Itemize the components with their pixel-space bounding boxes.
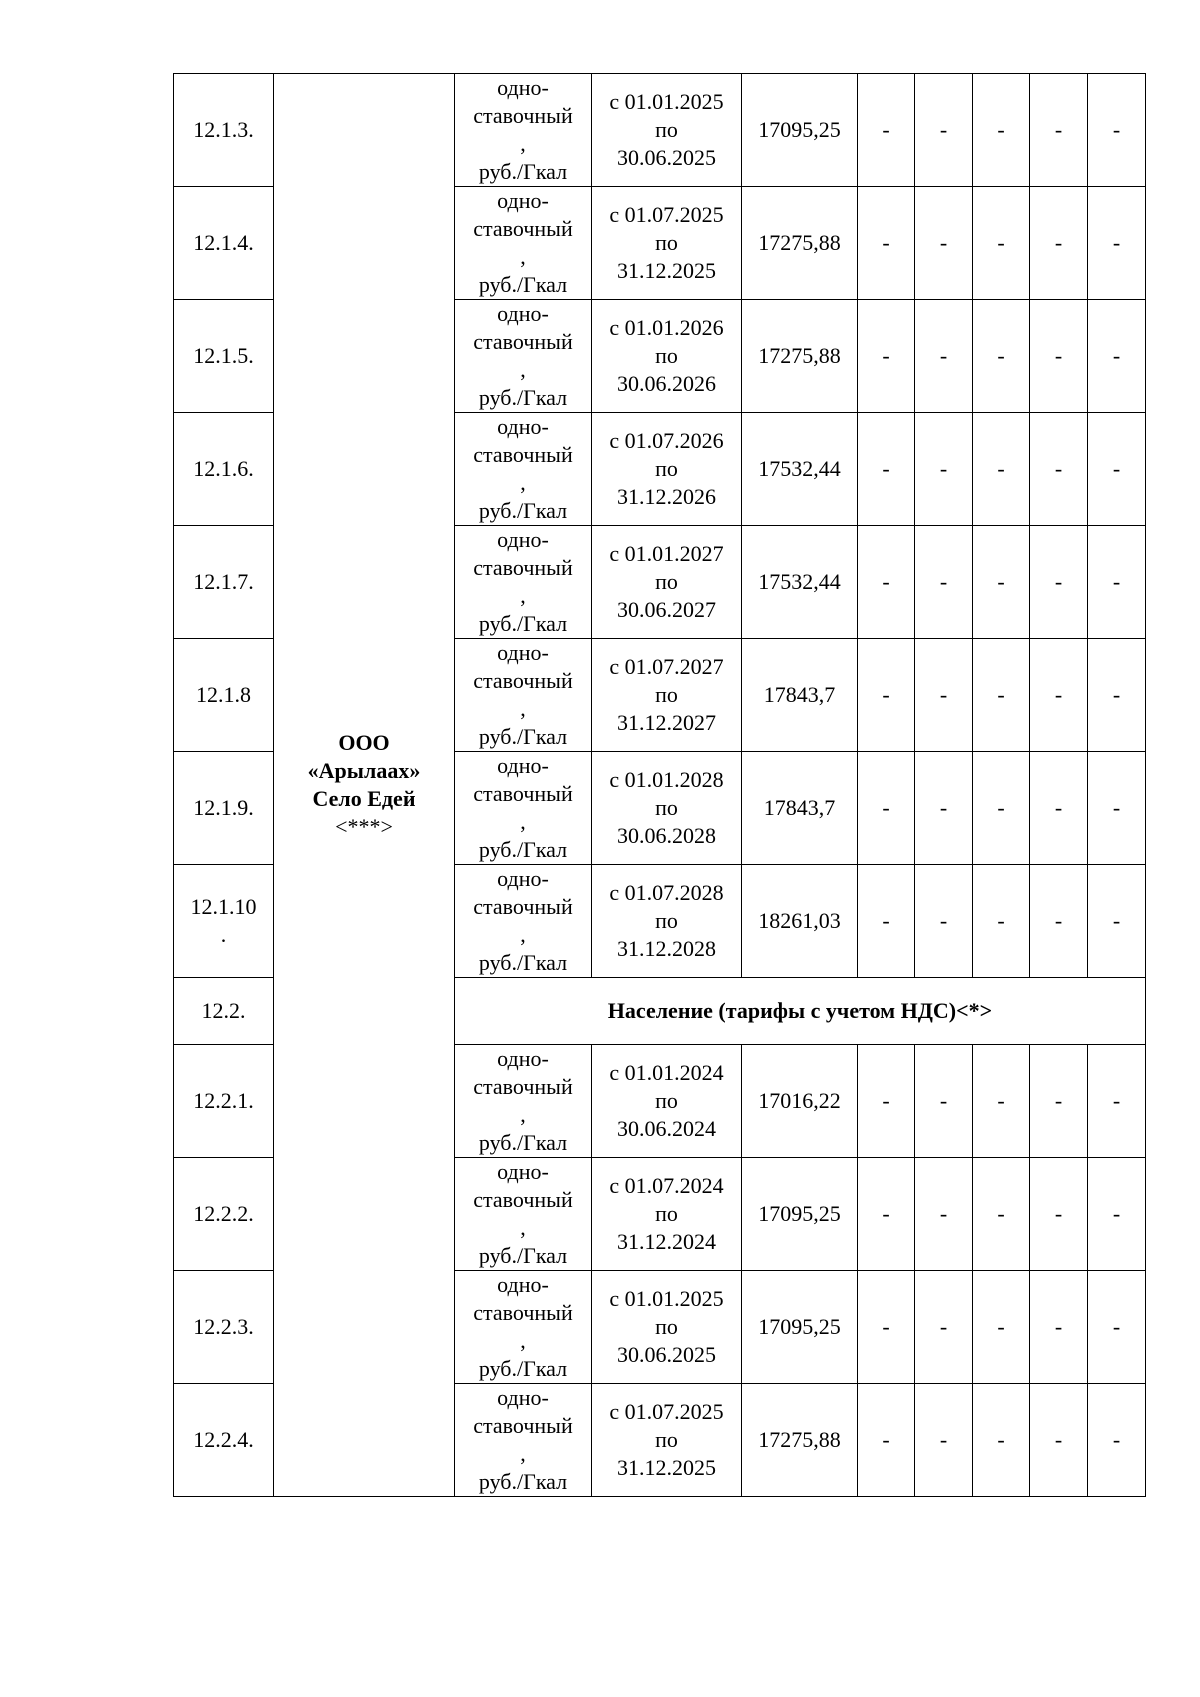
- period-to: 30.06.2028: [617, 823, 716, 848]
- row-number: 12.1.6.: [174, 413, 274, 526]
- row-number: 12.2.3.: [174, 1271, 274, 1384]
- period-by: по: [655, 569, 678, 594]
- empty-cell-4: -: [1030, 1384, 1088, 1497]
- tariff-type-line3: ,: [520, 809, 526, 834]
- period-by: по: [655, 795, 678, 820]
- empty-cell-5: -: [1088, 752, 1146, 865]
- empty-cell-1: -: [858, 300, 915, 413]
- period-by: по: [655, 908, 678, 933]
- tariff-type-cell: [455, 413, 592, 526]
- empty-cell-4: -: [1030, 526, 1088, 639]
- period-to: 30.06.2024: [617, 1116, 716, 1141]
- tariff-value: 17843,7: [742, 752, 858, 865]
- organization-cell: [274, 74, 455, 1497]
- tariff-type-line1: одно-: [497, 1272, 549, 1297]
- period-cell: [592, 639, 742, 752]
- empty-cell-5: -: [1088, 1384, 1146, 1497]
- tariff-type-line1: одно-: [497, 414, 549, 439]
- period-from: с 01.01.2024: [609, 1060, 724, 1085]
- tariff-type-line2: ставочный: [473, 555, 573, 580]
- empty-cell-1: -: [858, 1384, 915, 1497]
- empty-cell-3: -: [973, 1158, 1030, 1271]
- tariff-type-line4: руб./Гкал: [478, 1130, 568, 1155]
- tariff-type-line1: одно-: [497, 301, 549, 326]
- empty-cell-3: -: [973, 413, 1030, 526]
- empty-cell-2: -: [915, 1158, 973, 1271]
- period-by: по: [655, 1201, 678, 1226]
- tariff-type-line4: руб./Гкал: [478, 724, 568, 749]
- tariff-type-line3: ,: [520, 1441, 526, 1466]
- empty-cell-1: -: [858, 74, 915, 187]
- period-to: 30.06.2025: [617, 1342, 716, 1367]
- empty-cell-5: -: [1088, 1045, 1146, 1158]
- empty-cell-1: -: [858, 1045, 915, 1158]
- tariff-type-line2: ставочный: [473, 1413, 573, 1438]
- tariff-type-line3: ,: [520, 244, 526, 269]
- period-cell: [592, 300, 742, 413]
- tariff-value: 17532,44: [742, 413, 858, 526]
- tariff-type-line3: ,: [520, 922, 526, 947]
- period-to: 31.12.2025: [617, 258, 716, 283]
- empty-cell-5: -: [1088, 526, 1146, 639]
- period-cell: [592, 187, 742, 300]
- tariff-type-line4: руб./Гкал: [478, 1243, 568, 1268]
- tariff-type-line3: ,: [520, 1102, 526, 1127]
- row-number: 12.1.8: [174, 639, 274, 752]
- row-number: 12.1.3.: [174, 74, 274, 187]
- period-to: 30.06.2025: [617, 145, 716, 170]
- tariff-type-line3: ,: [520, 1215, 526, 1240]
- period-by: по: [655, 1314, 678, 1339]
- period-by: по: [655, 230, 678, 255]
- period-to: 31.12.2025: [617, 1455, 716, 1480]
- empty-cell-1: -: [858, 639, 915, 752]
- period-by: по: [655, 682, 678, 707]
- empty-cell-3: -: [973, 526, 1030, 639]
- organization-name-line3: Село Едей: [312, 786, 416, 811]
- empty-cell-1: -: [858, 413, 915, 526]
- period-from: с 01.07.2028: [609, 880, 724, 905]
- tariff-type-line3: ,: [520, 696, 526, 721]
- period-to: 31.12.2027: [617, 710, 716, 735]
- tariff-value: 17095,25: [742, 74, 858, 187]
- tariff-value: 17016,22: [742, 1045, 858, 1158]
- tariff-type-cell: [455, 526, 592, 639]
- empty-cell-4: -: [1030, 187, 1088, 300]
- empty-cell-3: -: [973, 74, 1030, 187]
- period-from: с 01.07.2025: [609, 1399, 724, 1424]
- row-number: 12.1.4.: [174, 187, 274, 300]
- tariff-value: 17532,44: [742, 526, 858, 639]
- tariff-type-line1: одно-: [497, 866, 549, 891]
- tariff-type-line4: руб./Гкал: [478, 159, 568, 184]
- row-number: 12.1.9.: [174, 752, 274, 865]
- table-row: [174, 74, 1146, 187]
- tariff-type-cell: [455, 752, 592, 865]
- tariff-type-cell: [455, 1271, 592, 1384]
- tariff-type-line3: ,: [520, 1328, 526, 1353]
- period-to: 30.06.2027: [617, 597, 716, 622]
- empty-cell-1: -: [858, 865, 915, 978]
- tariff-type-line1: одно-: [497, 640, 549, 665]
- tariff-value: 17275,88: [742, 300, 858, 413]
- period-cell: [592, 526, 742, 639]
- empty-cell-2: -: [915, 865, 973, 978]
- empty-cell-2: -: [915, 74, 973, 187]
- empty-cell-2: -: [915, 413, 973, 526]
- empty-cell-1: -: [858, 1271, 915, 1384]
- tariff-type-line1: одно-: [497, 527, 549, 552]
- organization-name-line1: ООО: [338, 730, 390, 755]
- tariff-type-line3: ,: [520, 583, 526, 608]
- empty-cell-3: -: [973, 1384, 1030, 1497]
- period-cell: [592, 1158, 742, 1271]
- empty-cell-5: -: [1088, 1271, 1146, 1384]
- period-from: с 01.01.2027: [609, 541, 724, 566]
- empty-cell-3: -: [973, 187, 1030, 300]
- period-cell: [592, 1384, 742, 1497]
- tariff-type-line4: руб./Гкал: [478, 611, 568, 636]
- period-to: 31.12.2028: [617, 936, 716, 961]
- empty-cell-2: -: [915, 639, 973, 752]
- period-cell: [592, 1271, 742, 1384]
- period-cell: [592, 865, 742, 978]
- empty-cell-1: -: [858, 752, 915, 865]
- empty-cell-2: -: [915, 300, 973, 413]
- tariff-type-cell: [455, 1045, 592, 1158]
- group-title: Население (тарифы с учетом НДС)<*>: [455, 978, 1146, 1045]
- period-from: с 01.07.2024: [609, 1173, 724, 1198]
- group-number: 12.2.: [174, 978, 274, 1045]
- tariff-type-line4: руб./Гкал: [478, 385, 568, 410]
- tariff-type-line2: ставочный: [473, 216, 573, 241]
- tariff-type-cell: [455, 865, 592, 978]
- tariff-type-line3: ,: [520, 470, 526, 495]
- tariff-type-line3: ,: [520, 357, 526, 382]
- empty-cell-1: -: [858, 526, 915, 639]
- empty-cell-1: -: [858, 1158, 915, 1271]
- period-by: по: [655, 1088, 678, 1113]
- row-number: 12.1.10 .: [174, 865, 274, 978]
- empty-cell-5: -: [1088, 187, 1146, 300]
- tariff-value: 17275,88: [742, 1384, 858, 1497]
- tariff-type-line2: ставочный: [473, 103, 573, 128]
- tariff-value: 17843,7: [742, 639, 858, 752]
- tariff-value: 17095,25: [742, 1271, 858, 1384]
- period-to: 31.12.2026: [617, 484, 716, 509]
- period-cell: [592, 413, 742, 526]
- empty-cell-2: -: [915, 1045, 973, 1158]
- empty-cell-4: -: [1030, 1271, 1088, 1384]
- empty-cell-4: -: [1030, 74, 1088, 187]
- empty-cell-5: -: [1088, 639, 1146, 752]
- empty-cell-2: -: [915, 1271, 973, 1384]
- empty-cell-2: -: [915, 752, 973, 865]
- tariff-type-line4: руб./Гкал: [478, 272, 568, 297]
- period-from: с 01.01.2026: [609, 315, 724, 340]
- tariff-type-cell: [455, 74, 592, 187]
- empty-cell-4: -: [1030, 413, 1088, 526]
- row-number: 12.2.4.: [174, 1384, 274, 1497]
- tariff-type-line1: одно-: [497, 1046, 549, 1071]
- period-from: с 01.01.2025: [609, 89, 724, 114]
- empty-cell-1: -: [858, 187, 915, 300]
- organization-note: <***>: [335, 814, 393, 839]
- tariff-table: [173, 73, 1146, 1497]
- period-from: с 01.01.2025: [609, 1286, 724, 1311]
- tariff-type-line2: ставочный: [473, 1300, 573, 1325]
- tariff-type-line1: одно-: [497, 188, 549, 213]
- empty-cell-4: -: [1030, 300, 1088, 413]
- empty-cell-3: -: [973, 639, 1030, 752]
- empty-cell-3: -: [973, 1271, 1030, 1384]
- empty-cell-5: -: [1088, 1158, 1146, 1271]
- tariff-type-line4: руб./Гкал: [478, 498, 568, 523]
- period-by: по: [655, 1427, 678, 1452]
- tariff-type-line2: ставочный: [473, 329, 573, 354]
- empty-cell-5: -: [1088, 865, 1146, 978]
- period-from: с 01.07.2026: [609, 428, 724, 453]
- row-number: 12.2.2.: [174, 1158, 274, 1271]
- tariff-value: 17275,88: [742, 187, 858, 300]
- tariff-type-line2: ставочный: [473, 894, 573, 919]
- tariff-type-line2: ставочный: [473, 1187, 573, 1212]
- empty-cell-5: -: [1088, 300, 1146, 413]
- empty-cell-3: -: [973, 1045, 1030, 1158]
- period-by: по: [655, 456, 678, 481]
- period-from: с 01.01.2028: [609, 767, 724, 792]
- tariff-type-line2: ставочный: [473, 1074, 573, 1099]
- tariff-type-cell: [455, 1384, 592, 1497]
- tariff-value: 17095,25: [742, 1158, 858, 1271]
- organization-name-line2: «Арылаах»: [307, 758, 421, 783]
- tariff-type-line4: руб./Гкал: [478, 1356, 568, 1381]
- tariff-value: 18261,03: [742, 865, 858, 978]
- tariff-type-cell: [455, 639, 592, 752]
- tariff-type-line4: руб./Гкал: [478, 837, 568, 862]
- tariff-type-line4: руб./Гкал: [478, 1469, 568, 1494]
- tariff-type-line1: одно-: [497, 75, 549, 100]
- empty-cell-2: -: [915, 526, 973, 639]
- tariff-type-line4: руб./Гкал: [478, 950, 568, 975]
- period-cell: [592, 752, 742, 865]
- empty-cell-3: -: [973, 865, 1030, 978]
- tariff-type-line2: ставочный: [473, 668, 573, 693]
- tariff-type-cell: [455, 1158, 592, 1271]
- period-to: 31.12.2024: [617, 1229, 716, 1254]
- row-number: 12.2.1.: [174, 1045, 274, 1158]
- empty-cell-5: -: [1088, 74, 1146, 187]
- empty-cell-3: -: [973, 752, 1030, 865]
- tariff-table-body: [174, 74, 1146, 1497]
- row-number: 12.1.7.: [174, 526, 274, 639]
- empty-cell-3: -: [973, 300, 1030, 413]
- tariff-type-line1: одно-: [497, 1159, 549, 1184]
- tariff-type-line1: одно-: [497, 1385, 549, 1410]
- empty-cell-4: -: [1030, 752, 1088, 865]
- tariff-type-line2: ставочный: [473, 442, 573, 467]
- tariff-type-cell: [455, 300, 592, 413]
- period-cell: [592, 74, 742, 187]
- period-by: по: [655, 343, 678, 368]
- tariff-type-line1: одно-: [497, 753, 549, 778]
- empty-cell-5: -: [1088, 413, 1146, 526]
- period-cell: [592, 1045, 742, 1158]
- row-number: 12.1.5.: [174, 300, 274, 413]
- period-to: 30.06.2026: [617, 371, 716, 396]
- empty-cell-4: -: [1030, 865, 1088, 978]
- empty-cell-2: -: [915, 1384, 973, 1497]
- period-by: по: [655, 117, 678, 142]
- tariff-type-line2: ставочный: [473, 781, 573, 806]
- period-from: с 01.07.2025: [609, 202, 724, 227]
- tariff-type-line3: ,: [520, 131, 526, 156]
- period-from: с 01.07.2027: [609, 654, 724, 679]
- empty-cell-4: -: [1030, 1158, 1088, 1271]
- empty-cell-4: -: [1030, 639, 1088, 752]
- empty-cell-4: -: [1030, 1045, 1088, 1158]
- tariff-type-cell: [455, 187, 592, 300]
- empty-cell-2: -: [915, 187, 973, 300]
